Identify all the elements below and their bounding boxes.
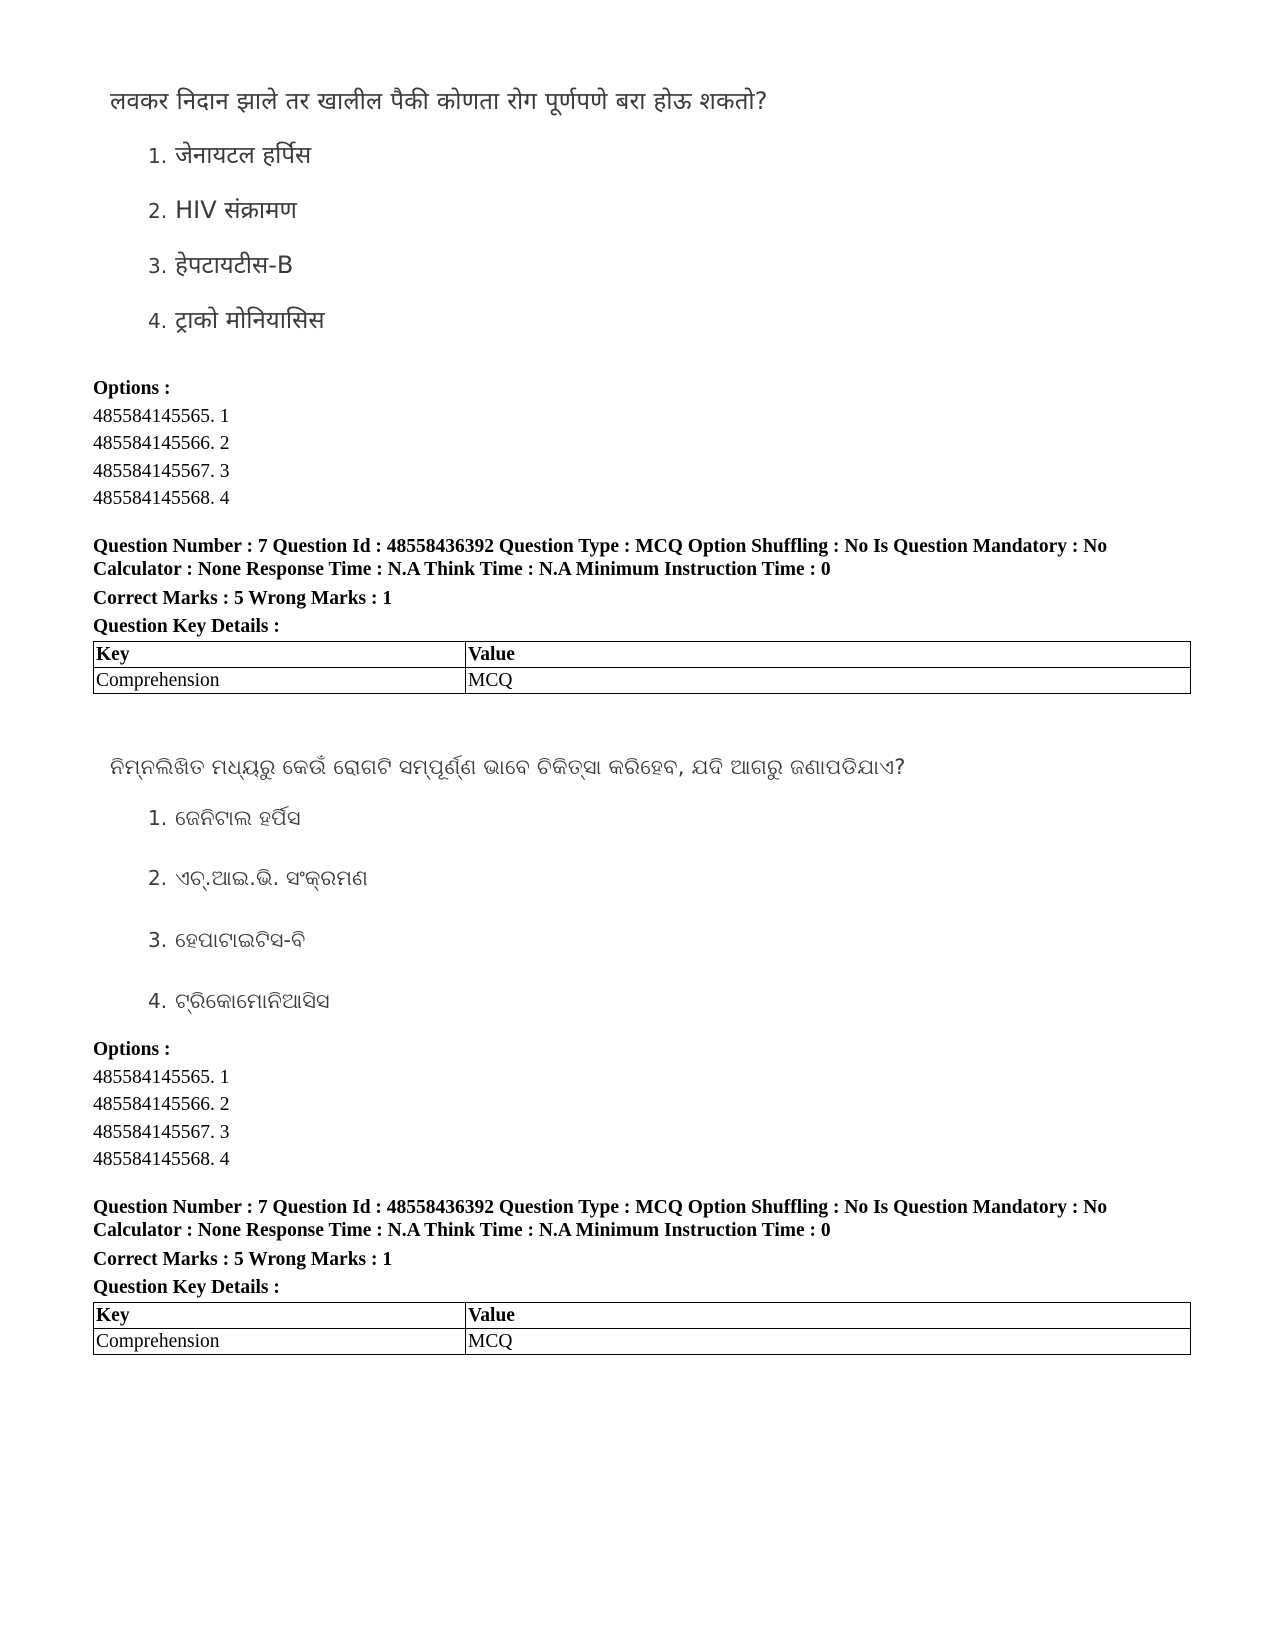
table-header-cell: Value [466,1303,1191,1329]
table-cell: Comprehension [94,668,466,694]
option-number: 2. [148,866,168,890]
question-image-marathi [110,86,810,356]
question-option-3 [148,250,293,281]
option-text: ट्राको मोनियासिस [175,306,325,334]
question-stem: लवकर निदान झाले तर खालील पैकी कोणता रोग पूर्णपणे बरा होऊ शकतो? [110,87,768,115]
question-option-2 [148,195,297,226]
question-option-4 [148,305,325,336]
question-meta-line: Calculator : None Response Time : N.A Think Time : N.A Minimum Instruction Time : 0 [93,559,831,580]
key-details-heading: Question Key Details : [93,1277,280,1298]
options-list-2 [93,1036,230,1174]
question-meta-line: Question Number : 7 Question Id : 48558436392 Question Type : MCQ Option Shuffling : No Is Question Mandatory : No [93,1197,1108,1218]
table-header-cell: Value [466,642,1191,668]
option-number: 3. [148,254,168,278]
option-id-line: 485584145568. 4 [93,1149,230,1170]
option-id-line: 485584145567. 3 [93,1121,230,1143]
option-id-line: 485584145565. 1 [93,1066,230,1088]
option-text: जेनायटल हर्पिस [175,141,312,169]
question-meta-line: Question Number : 7 Question Id : 48558436392 Question Type : MCQ Option Shuffling : No Is Question Mandatory : No [93,536,1108,557]
option-text: ଟ୍ରିକୋମୋନିଆସିସ [175,989,330,1013]
option-text: हेपटायटीस-B [175,251,294,279]
question-meta-line: Calculator : None Response Time : N.A Think Time : N.A Minimum Instruction Time : 0 [93,1220,831,1241]
table-header-cell: Key [94,642,466,668]
option-number: 4. [148,309,168,333]
question-meta-1 [93,535,1193,641]
question-option-1 [148,140,311,171]
option-text: ଜେନିଟାଲ ହର୍ପିସ [175,806,301,830]
table-header-cell: Key [94,1303,466,1329]
options-heading: Options : [93,378,171,399]
option-number: 3. [148,928,168,952]
question-meta-2 [93,1196,1193,1302]
option-id-line: 485584145565. 1 [93,405,230,427]
question-image-odia [110,752,906,1052]
key-details-heading: Question Key Details : [93,616,280,637]
question-option-3 [148,924,305,955]
table-row [94,668,1191,694]
question-option-1 [148,802,301,833]
table-cell: MCQ [466,668,1191,694]
table-cell: MCQ [466,1329,1191,1355]
table-cell: Comprehension [94,1329,466,1355]
options-list-1 [93,375,230,513]
option-id-line: 485584145567. 3 [93,460,230,482]
question-option-2 [148,862,368,893]
options-heading: Options : [93,1039,171,1060]
option-text: ହେପାଟାଇଟିସ-ବି [175,928,306,952]
table-header-row [94,1303,1191,1329]
marks-line: Correct Marks : 5 Wrong Marks : 1 [93,588,393,609]
option-number: 2. [148,199,168,223]
question-key-table-1 [93,641,1191,694]
option-number: 1. [148,144,168,168]
option-id-line: 485584145566. 2 [93,433,230,454]
option-id-line: 485584145568. 4 [93,488,230,509]
option-text: HIV संक्रामण [175,196,297,224]
question-option-4 [148,985,330,1016]
marks-line: Correct Marks : 5 Wrong Marks : 1 [93,1249,393,1270]
table-header-row [94,642,1191,668]
option-number: 4. [148,989,168,1013]
question-stem: ନିମ୍ନଲିଖିତ ମଧ୍ୟରୁ କେଉଁ ରୋଗଟି ସମ୍ପୂର୍ଣ୍ଣ ଭାବେ ଚିକିତ୍ସା କରିହେବ, ଯଦି ଆଗରୁ ଜଣାପଡିଯାଏ? [110,755,906,779]
question-key-table-2 [93,1302,1191,1355]
table-row [94,1329,1191,1355]
option-text: ଏଚ୍.ଆଇ.ଭି. ସଂକ୍ରମଣ [175,866,368,890]
option-id-line: 485584145566. 2 [93,1094,230,1115]
option-number: 1. [148,806,168,830]
